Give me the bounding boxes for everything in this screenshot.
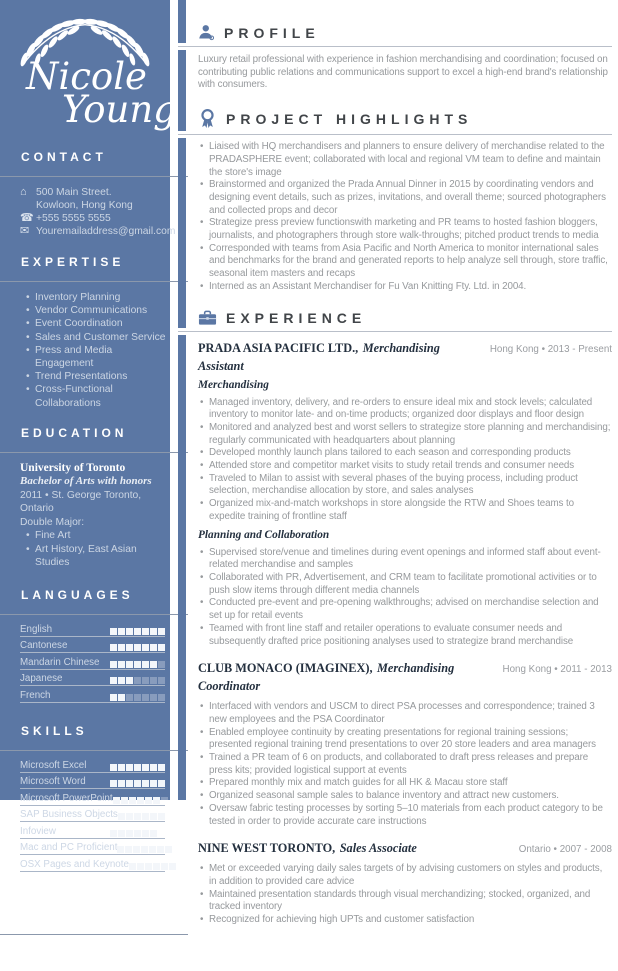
rating-squares [110, 677, 165, 684]
rating-row [20, 641, 165, 653]
profile-rule [178, 46, 612, 47]
rating-row [20, 827, 165, 839]
bullet-item: • Conducted pre-event and pre-opening walkthroughs; advised on merchandise selection and set up for retail events [198, 597, 612, 622]
rating-label: OSX Pages and Keynote [20, 858, 129, 870]
bullet-item: • Interfaced with vendors and USCM to direct PSA processes and correspondence; trained 3 new employees and the PSA Coordinator [198, 701, 612, 726]
bullet-item: • Strategize press preview functionswith marketing and PR teams to hosted fashion bloggers, journalists, and photographers through store walk-throughs; pitched product trends to media [198, 217, 612, 242]
email-address[interactable]: Youremailaddress@gmail.com [36, 226, 176, 237]
linkedin-glyph: in [80, 952, 90, 965]
home-icon: ⌂ [20, 186, 27, 198]
rating-label: SAP Business Objects [20, 809, 118, 821]
bullet-item: • Met or exceeded varying daily sales targets of by advising customers on styles and products, in addition to provided care advice [198, 863, 612, 888]
experience-title: EXPERIENCE [226, 309, 367, 326]
phone-icon: ☎ [20, 212, 34, 224]
bullet-item: • Corresponded with teams from Asia Pacific and North America to monitor international sales and benchmarks for the brand and generated reports to help analyze sell through, store traffic, seasonal item masters and recaps [198, 243, 612, 281]
rating-label: Japanese [20, 673, 63, 685]
job-bullets [198, 701, 612, 828]
bullet-item: • Supervised store/venue and timelines during event openings and informed staff about event-related merchandise and samples [198, 547, 612, 572]
rating-row [20, 810, 165, 822]
rating-row [20, 674, 165, 686]
bullet-item: • Cross-Functional Collaborations [26, 383, 170, 409]
bullet-item: • Event Coordination [26, 317, 170, 330]
accent-bar [178, 0, 186, 800]
bullet-item: • Organized mix-and-match workshops in store alongside the RTW and Shoes teams to expedite training of frontline staff [198, 498, 612, 523]
connect-divider [0, 934, 188, 935]
job-role: Merchandising Assistant [198, 340, 440, 373]
rating-label: Infoview [20, 825, 56, 837]
rating-label: French [20, 689, 51, 701]
highlights-section [198, 108, 612, 293]
job-nine-west [198, 839, 612, 927]
bullet-item: • Interned as an Assistant Merchandiser for Fu Van Knitting Fty. Ltd. in 2004. [198, 281, 612, 294]
main-content [198, 24, 612, 927]
bullet-item: • Teamed with front line staff and retailer operations to evaluate consumer needs and subsequently drafted price positioning analyses used to strategize brand merchandise [198, 623, 612, 648]
award-ribbon-icon [198, 108, 217, 129]
rating-label: Microsoft PowerPoint [20, 792, 113, 804]
name-block [0, 55, 177, 131]
rating-row [20, 691, 165, 703]
job-meta: Hong Kong • 2013 - Present [489, 343, 612, 355]
education-school: University of Toronto [20, 461, 126, 474]
bullet-item: • Fine Art [26, 529, 170, 542]
bullet-item: • Maintained presentation standards through visual merchandizing; stocked, organized, and tracked inventory [198, 889, 612, 914]
briefcase-icon [198, 310, 217, 326]
google-plus-icon[interactable] [137, 946, 162, 971]
twitter-icon[interactable] [41, 946, 66, 971]
address-row [20, 186, 170, 199]
rating-squares [110, 694, 165, 701]
bullet-item: • Brainstormed and organized the Prada Annual Dinner in 2015 by coordinating vendors and designing event details, such as prizes, invitations, and overall theme; sourced photographers and collected props and decor [198, 179, 612, 217]
google-plus-glyph: g+ [142, 952, 156, 965]
job-role: Sales Associate [339, 841, 417, 856]
job-meta: Ontario • 2007 - 2008 [518, 844, 612, 856]
address-row-2 [20, 199, 170, 212]
job-title-line [198, 839, 417, 857]
profile-header [198, 24, 612, 41]
address-line-2: Kowloon, Hong Kong [36, 200, 133, 211]
job-club-monaco [198, 659, 612, 828]
rating-label: Microsoft Word [20, 776, 86, 788]
job-meta: Hong Kong • 2011 - 2013 [502, 664, 612, 676]
spacer [20, 199, 36, 212]
rating-squares [110, 644, 165, 651]
languages-divider [0, 614, 188, 615]
bullet-item: • Trained a PR team of 6 on products, and collaborated to draft press releases and prepare press kits; provided logistical support at events [198, 752, 612, 777]
rating-row [20, 658, 165, 670]
education-degree: Bachelor of Arts with honors [20, 475, 152, 488]
skills-divider [0, 750, 188, 751]
job-header [198, 659, 612, 695]
highlights-rule [178, 134, 612, 135]
skills-heading: SKILLS [21, 723, 88, 738]
skills-ratings [20, 761, 165, 872]
rating-label: Mac and PC Proficient [20, 842, 118, 854]
contact-list [20, 186, 176, 238]
job-subsection [198, 529, 612, 649]
company-name: PRADA ASIA PACIFIC LTD., [198, 340, 359, 355]
rating-label: English [20, 623, 53, 635]
bullet-item: • Enabled employee continuity by creating presentations for regional training sessions; presented regional training trend presentations to over 20 store leaders and area managers [198, 727, 612, 752]
rating-label: Cantonese [20, 640, 68, 652]
rating-row [20, 860, 165, 872]
highlights-header [198, 108, 612, 129]
rating-squares [117, 846, 172, 853]
bullet-item: • Attended store and competitor market visits to study retail trends and consumer needs [198, 460, 612, 473]
education-meta: 2011 • St. George Toronto, Ontario [20, 489, 142, 515]
sidebar [0, 0, 177, 965]
job-bullets [198, 397, 612, 524]
subsection-heading: Merchandising [198, 378, 269, 391]
bullet-item: • Oversaw fabric testing processes by sorting 5–10 materials from each product category to be tested in order to provide accurate care instructions [198, 803, 612, 828]
education-note: Double Major: [20, 516, 85, 528]
rating-squares [118, 813, 173, 820]
address-line-1: 500 Main Street. [36, 187, 112, 198]
bullet-item: • Liaised with HQ merchandisers and planners to ensure delivery of merchandise related to the PRADASPHERE event; collaborated with local and regional VM team to define and maintain the store's image [198, 141, 612, 179]
bullet-item: • Trend Presentations [26, 370, 170, 383]
rating-squares [110, 830, 165, 837]
languages-ratings [20, 625, 165, 703]
bullet-item: • Managed inventory, delivery, and re-orders to ensure ideal mix and stock levels; calculated inventory to monitor late- and on-time products; organized door displays and floor design [198, 397, 612, 422]
education-heading: EDUCATION [21, 425, 128, 440]
experience-header [198, 310, 612, 326]
rating-squares [110, 628, 165, 635]
profile-title: PROFILE [224, 24, 320, 41]
job-prada [198, 339, 612, 649]
bullet-item: • Inventory Planning [26, 291, 170, 304]
bullet-item: • Monitored and analyzed best and worst sellers to strategize store planning and merchandising; regularly communicated with headquarters about planning [198, 422, 612, 447]
experience-section [198, 310, 612, 927]
languages-heading: LANGUAGES [21, 587, 134, 602]
email-icon: ✉ [20, 225, 30, 237]
rating-row [20, 625, 165, 637]
bullet-item: • Developed monthly launch plans tailored to each season and corresponding products [198, 447, 612, 460]
rating-row [20, 777, 165, 789]
education-divider [0, 452, 188, 453]
bullet-item: • Art History, East Asian Studies [26, 543, 170, 569]
facebook-icon[interactable] [9, 946, 34, 971]
email-row [20, 225, 176, 238]
education-block [20, 462, 170, 569]
contact-divider [0, 176, 188, 177]
subsection-heading: Planning and Collaboration [198, 528, 330, 541]
job-bullets [198, 863, 612, 927]
bullet-item: • Organized seasonal sample sales to balance inventory and attract new customers. [198, 790, 612, 803]
company-name: NINE WEST TORONTO, [198, 841, 336, 856]
name-last: Young [62, 88, 177, 131]
job-subsection [198, 701, 612, 828]
expertise-divider [0, 281, 188, 282]
highlights-list [198, 141, 612, 293]
rating-label: Mandarin Chinese [20, 656, 100, 668]
phone-number: +555 5555 5555 [36, 213, 111, 224]
bullet-item: • Press and Media Engagement [26, 344, 170, 370]
job-subsection [198, 379, 612, 524]
bullet-item: • Traveled to Milan to assist with several phases of the buying process, including product selection, merchandise allocation by store, and sales analyses [198, 473, 612, 498]
rating-squares [110, 780, 165, 787]
education-majors [20, 529, 170, 569]
expertise-heading: EXPERTISE [21, 255, 125, 269]
social-icons-row [0, 946, 170, 971]
bullet-item: • Vendor Communications [26, 304, 170, 317]
rating-row [20, 761, 165, 773]
job-subsection [198, 863, 612, 927]
instagram-icon[interactable] [105, 946, 130, 971]
job-title-line [198, 659, 493, 695]
person-icon [198, 24, 215, 41]
rating-squares [113, 797, 168, 804]
job-title-line [198, 339, 480, 375]
contact-heading: CONTACT [21, 150, 107, 164]
phone-row [20, 212, 170, 225]
job-header [198, 839, 612, 857]
linkedin-icon[interactable] [73, 946, 98, 971]
bullet-item: • Sales and Customer Service [26, 331, 170, 344]
bullet-item: • Recognized for achieving high UPTs and customer satisfaction [198, 914, 612, 927]
job-header [198, 339, 612, 375]
facebook-glyph: f [19, 952, 23, 965]
name-first: Nicole [26, 55, 147, 98]
profile-text: Luxury retail professional with experience in fashion merchandising and coordination; focused on contributing public relations and communications support to excel a high-end brand's relationship with consumers. [198, 54, 608, 91]
experience-rule [178, 331, 612, 332]
rating-squares [110, 764, 165, 771]
profile-section [198, 24, 612, 92]
connect-heading: LET'S CONNECT! [16, 893, 112, 922]
rating-squares [110, 661, 165, 668]
company-name: CLUB MONACO (IMAGINEX), [198, 661, 373, 676]
rating-label: Microsoft Excel [20, 759, 87, 771]
expertise-list [0, 291, 170, 410]
job-role: Merchandising Coordinator [198, 661, 455, 694]
bullet-item: • Collaborated with PR, Advertisement, and CRM team to facilitate promotional activities or to push slow items through different media channels [198, 572, 612, 597]
rating-row [20, 843, 165, 855]
job-bullets [198, 547, 612, 649]
highlights-title: PROJECT HIGHLIGHTS [226, 110, 473, 127]
bullet-item: • Prepared monthly mix and match guides for all HK & Macau store staff [198, 777, 612, 790]
rating-squares [129, 863, 184, 870]
